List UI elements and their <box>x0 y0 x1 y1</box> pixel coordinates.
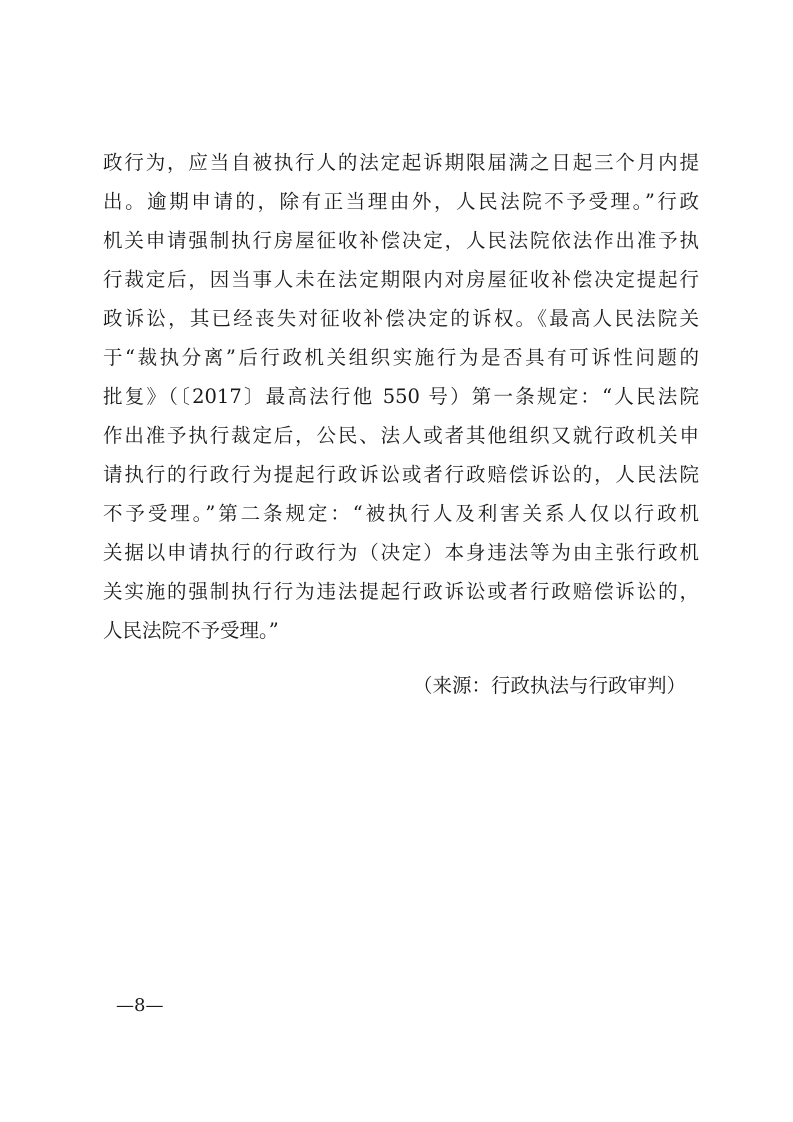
text-line: 机关申请强制执行房屋征收补偿决定，人民法院依法作出准予执 <box>103 229 699 252</box>
page-number: —8— <box>116 995 164 1016</box>
text-line: 请执行的行政行为提起行政诉讼或者行政赔偿诉讼的，人民法院 <box>103 463 699 486</box>
body-paragraph <box>103 143 699 650</box>
text-line: 出。逾期申请的，除有正当理由外，人民法院不予受理。”行政 <box>103 190 699 213</box>
text-line: 于“裁执分离”后行政机关组织实施行为是否具有可诉性问题的 <box>103 346 699 369</box>
text-line: 不予受理。”第二条规定：“被执行人及利害关系人仅以行政机 <box>103 502 699 525</box>
text-line: 关实施的强制执行行为违法提起行政诉讼或者行政赔偿诉讼的， <box>103 580 699 603</box>
text-line: 政诉讼，其已经丧失对征收补偿决定的诉权。《最高人民法院关 <box>103 307 699 330</box>
text-line: 批复》（〔2017〕最高法行他 550 号）第一条规定：“人民法院 <box>103 385 699 408</box>
source-attribution: （来源：行政执法与行政审判） <box>412 674 686 697</box>
text-line: 作出准予执行裁定后，公民、法人或者其他组织又就行政机关申 <box>103 424 699 447</box>
text-line: 关据以申请执行的行政行为（决定）本身违法等为由主张行政机 <box>103 541 699 564</box>
text-line: 人民法院不予受理。” <box>103 619 279 642</box>
text-line: 行裁定后，因当事人未在法定期限内对房屋征收补偿决定提起行 <box>103 268 699 291</box>
text-line: 政行为，应当自被执行人的法定起诉期限届满之日起三个月内提 <box>103 151 699 174</box>
